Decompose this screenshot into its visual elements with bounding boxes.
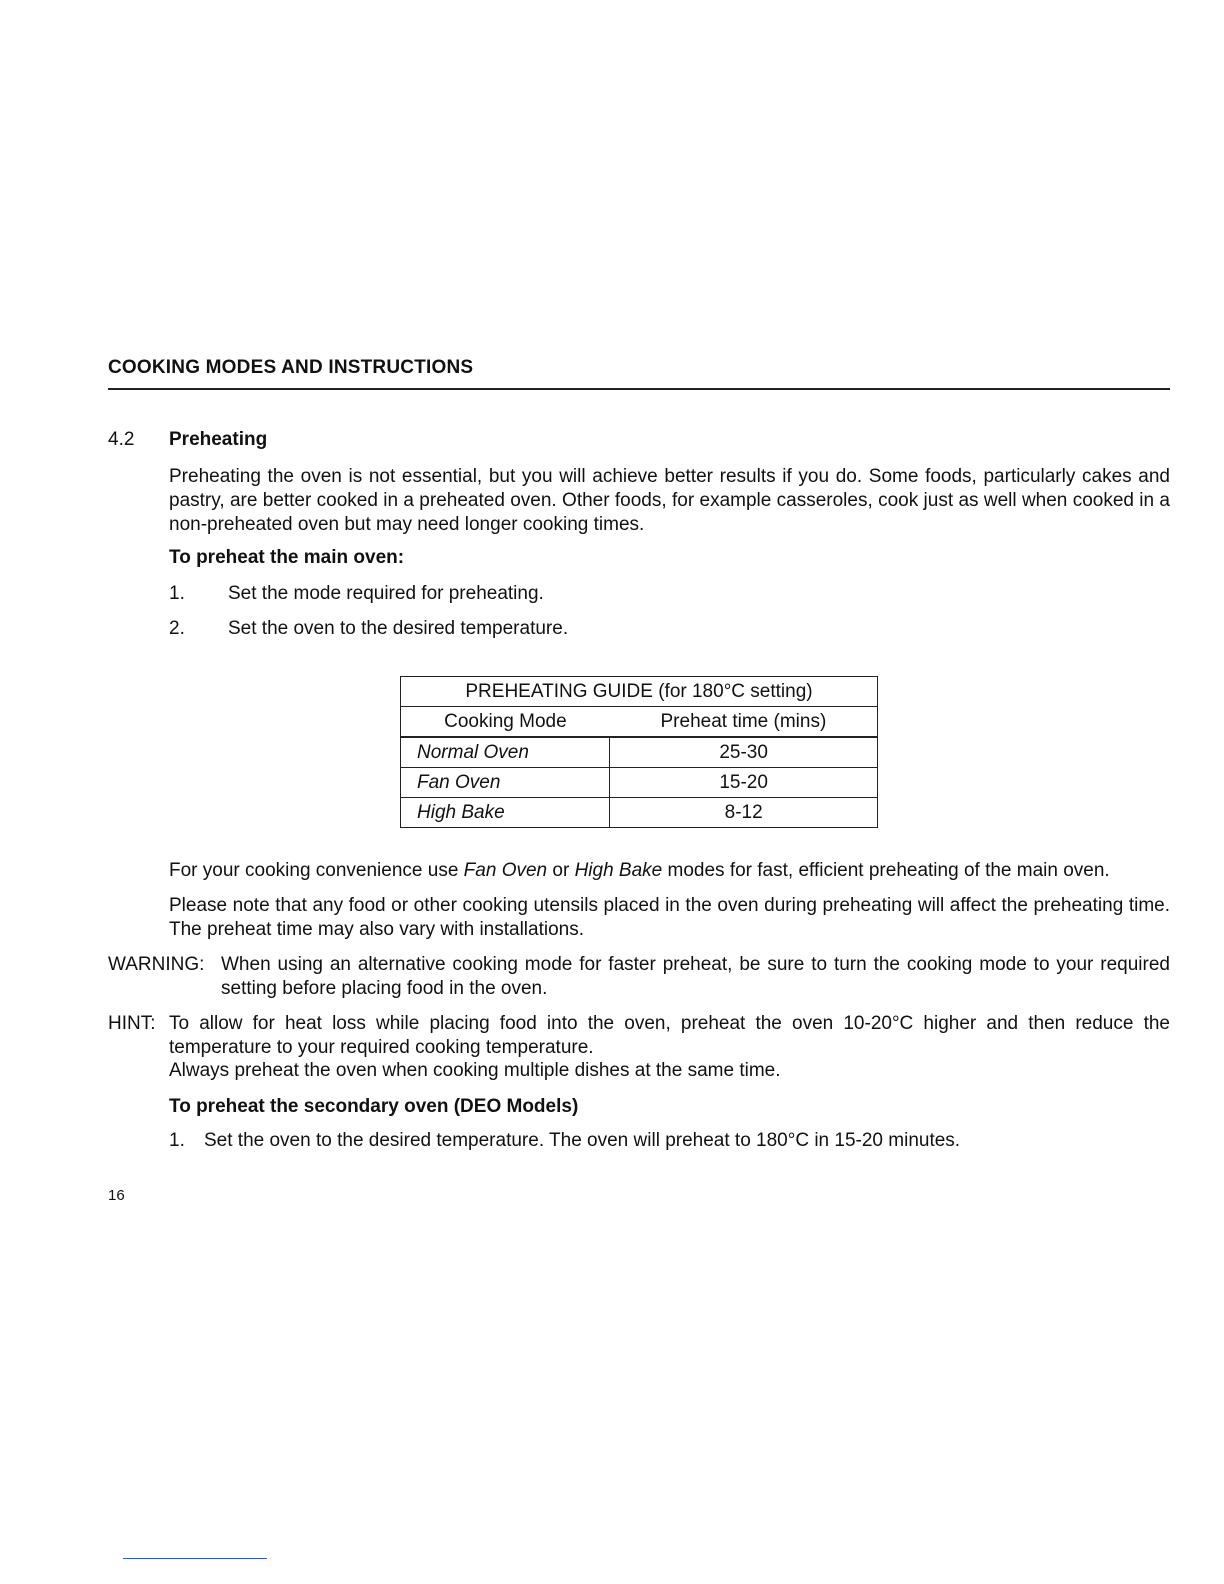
main-step-2-number: 2. (169, 618, 185, 639)
convenience-text-pre: For your cooking convenience use (169, 860, 464, 881)
secondary-oven-heading: To preheat the secondary oven (DEO Models) (169, 1096, 579, 1117)
section-header: COOKING MODES AND INSTRUCTIONS (108, 357, 474, 378)
table-row (401, 768, 878, 798)
convenience-text-post: modes for fast, efficient preheating of the main oven. (662, 860, 1110, 881)
table-cell-mode: High Bake (401, 798, 610, 828)
table-cell-time: 8-12 (610, 798, 878, 828)
main-step-1-number: 1. (169, 583, 185, 604)
intro-paragraph: Preheating the oven is not essential, but you will achieve better results if you do. Some foods, particularly cakes and pastry, are better cooked in a preheated oven. Other foods, for example casseroles, cook just as well when cooked in a non-preheated oven but may need longer cooking times. (169, 466, 1170, 535)
table-header-time: Preheat time (mins) (610, 707, 878, 738)
table-title-row (401, 677, 878, 707)
table-cell-mode: Fan Oven (401, 768, 610, 798)
main-oven-heading: To preheat the main oven: (169, 547, 405, 568)
convenience-mode-highbake: High Bake (574, 860, 663, 881)
hint-text: To allow for heat loss while placing food into the oven, preheat the oven 10-20°C higher and then reduce the temperature to your required cooking temperature. (169, 1013, 1170, 1058)
table-cell-time: 15-20 (610, 768, 878, 798)
header-rule (108, 388, 1170, 390)
table-header-row (401, 707, 878, 738)
preheating-guide-table (400, 676, 878, 828)
convenience-mode-fan: Fan Oven (463, 860, 548, 881)
convenience-paragraph (169, 859, 1170, 883)
warning-text: When using an alternative cooking mode for faster preheat, be sure to turn the cooking mode to your required setting before placing food in the oven. (221, 954, 1170, 999)
table-cell-time: 25-30 (610, 737, 878, 768)
main-step-2-text: Set the oven to the desired temperature. (228, 618, 569, 639)
convenience-text-mid: or (547, 860, 575, 881)
table-cell-mode: Normal Oven (401, 737, 610, 768)
table-title: PREHEATING GUIDE (for 180°C setting) (401, 677, 878, 707)
note-paragraph: Please note that any food or other cooking utensils placed in the oven during preheating will affect the preheating time. The preheat time may also vary with installations. (169, 895, 1170, 940)
main-step-1-text: Set the mode required for preheating. (228, 583, 544, 604)
footer-rule (123, 1558, 267, 1559)
subsection-title: Preheating (169, 429, 268, 450)
table-row (401, 798, 878, 828)
table-header-mode: Cooking Mode (401, 707, 610, 738)
warning-label: WARNING: (108, 954, 205, 975)
page-number: 16 (108, 1187, 125, 1204)
hint-text-2: Always preheat the oven when cooking multiple dishes at the same time. (169, 1060, 781, 1081)
hint-label: HINT: (108, 1013, 156, 1034)
secondary-step-1-text: Set the oven to the desired temperature. The oven will preheat to 180°C in 15-20 minutes. (204, 1130, 961, 1151)
table-row (401, 737, 878, 768)
secondary-step-1-number: 1. (169, 1130, 185, 1151)
subsection-number: 4.2 (108, 429, 135, 450)
